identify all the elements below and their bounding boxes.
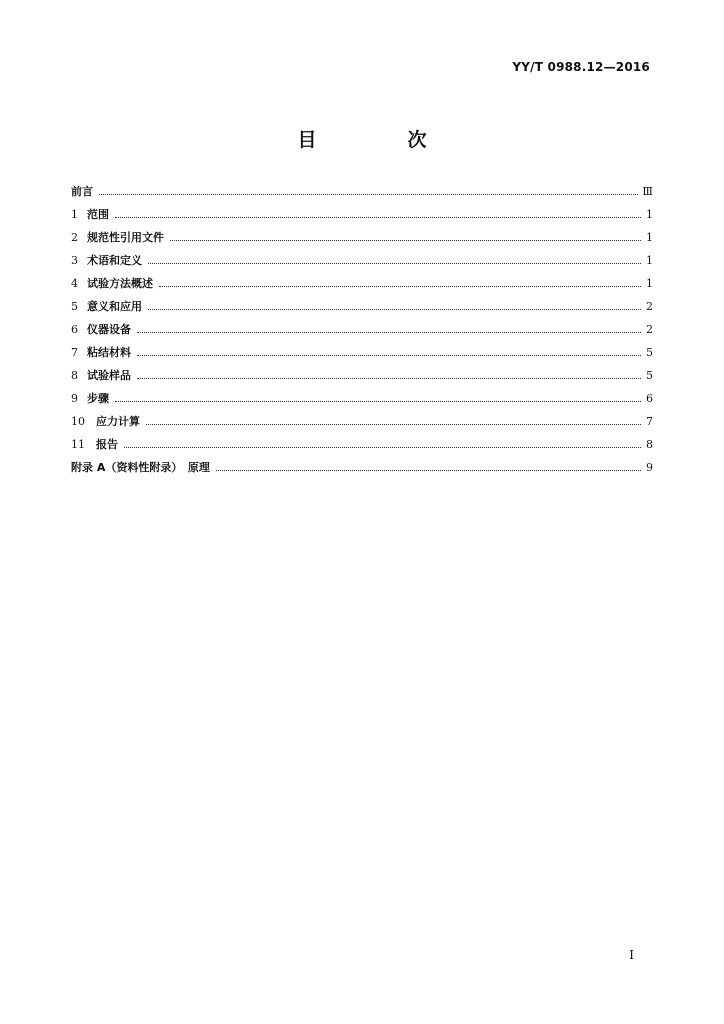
toc-entry-page: 5 [646, 346, 653, 359]
toc-entry-label: 意义和应用 [87, 300, 142, 313]
toc-entry-label: 规范性引用文件 [87, 231, 164, 244]
toc-entry-page: 1 [646, 208, 653, 221]
toc-entry-stress-calculation[interactable] [71, 413, 653, 436]
toc-leader-dots [146, 424, 641, 425]
toc-leader-dots [99, 194, 638, 195]
toc-entry-label: 仪器设备 [87, 323, 131, 336]
toc-leader-dots [159, 286, 641, 287]
toc-entry-number: 8 [71, 369, 78, 382]
toc-entry-label: 试验样品 [87, 369, 131, 382]
toc-entry-significance[interactable] [71, 298, 653, 321]
toc-leader-dots [148, 309, 641, 310]
toc-leader-dots [115, 217, 641, 218]
toc-entry-label: 附录 A（资料性附录） 原理 [71, 461, 210, 474]
toc-entry-label: 前言 [71, 185, 93, 198]
toc-entry-label: 粘结材料 [87, 346, 131, 359]
toc-leader-dots [137, 355, 641, 356]
toc-entry-label: 应力计算 [96, 415, 140, 428]
toc-entry-label: 范围 [87, 208, 109, 221]
toc-entry-number: 3 [71, 254, 78, 267]
toc-entry-number: 10 [71, 415, 85, 428]
toc-leader-dots [170, 240, 641, 241]
toc-entry-page: 5 [646, 369, 653, 382]
toc-leader-dots [124, 447, 641, 448]
toc-entry-number: 1 [71, 208, 78, 221]
toc-entry-normative-references[interactable] [71, 229, 653, 252]
toc-entry-page: 2 [646, 323, 653, 336]
toc-entry-number: 9 [71, 392, 78, 405]
toc-entry-bonding-material[interactable] [71, 344, 653, 367]
toc-entry-label: 步骤 [87, 392, 109, 405]
toc-entry-annex-a[interactable] [71, 459, 653, 482]
page-number: I [629, 948, 634, 962]
toc-entry-foreword[interactable] [71, 183, 653, 206]
toc-leader-dots [216, 470, 641, 471]
toc-entry-scope[interactable] [71, 206, 653, 229]
toc-leader-dots [137, 378, 641, 379]
toc-entry-label: 报告 [96, 438, 118, 451]
toc-entry-number: 11 [71, 438, 85, 451]
toc-entry-page: 1 [646, 254, 653, 267]
toc-leader-dots [137, 332, 641, 333]
toc-entry-report[interactable] [71, 436, 653, 459]
toc-entry-label: 术语和定义 [87, 254, 142, 267]
toc-entry-method-summary[interactable] [71, 275, 653, 298]
toc-entry-page: 7 [646, 415, 653, 428]
toc-leader-dots [115, 401, 641, 402]
toc-entry-test-specimens[interactable] [71, 367, 653, 390]
toc-entry-page: 1 [646, 277, 653, 290]
toc-entry-page: 2 [646, 300, 653, 313]
toc-entry-number: 5 [71, 300, 78, 313]
toc-entry-page: Ⅲ [642, 185, 653, 198]
toc-entry-number: 2 [71, 231, 78, 244]
toc-entry-number: 7 [71, 346, 78, 359]
toc-entry-procedure[interactable] [71, 390, 653, 413]
toc-entry-page: 6 [646, 392, 653, 405]
page-title: 目 次 [297, 129, 463, 151]
toc-entry-apparatus[interactable] [71, 321, 653, 344]
standard-code: YY/T 0988.12—2016 [512, 60, 650, 74]
table-of-contents [71, 183, 653, 482]
toc-entry-number: 4 [71, 277, 78, 290]
toc-leader-dots [148, 263, 641, 264]
toc-entry-page: 1 [646, 231, 653, 244]
toc-entry-page: 8 [646, 438, 653, 451]
toc-entry-terms[interactable] [71, 252, 653, 275]
toc-entry-label: 试验方法概述 [87, 277, 153, 290]
toc-entry-page: 9 [646, 461, 653, 474]
toc-entry-number: 6 [71, 323, 78, 336]
